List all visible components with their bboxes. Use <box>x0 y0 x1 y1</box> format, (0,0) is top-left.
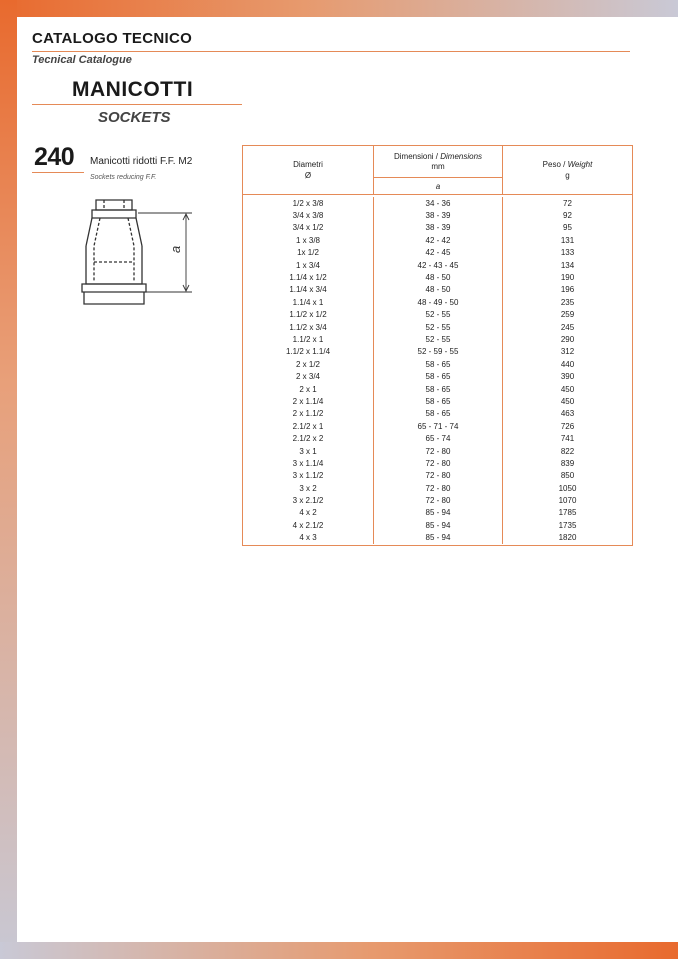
cell-weight: 133 <box>502 247 632 259</box>
cell-diameter: 3/4 x 3/8 <box>243 209 374 221</box>
cell-weight: 290 <box>502 333 632 345</box>
cell-diameter: 3 x 2 <box>243 482 374 494</box>
cell-weight: 196 <box>502 284 632 296</box>
cell-diameter: 2.1/2 x 2 <box>243 432 374 444</box>
cell-diameter: 1 x 3/8 <box>243 234 374 246</box>
cell-diameter: 3 x 1.1/4 <box>243 457 374 469</box>
table-row <box>243 420 632 432</box>
cell-dimension: 65 - 71 - 74 <box>417 421 459 431</box>
header-dimensions-label-en: Dimensions <box>440 151 483 161</box>
product-name-en: Sockets reducing F.F. <box>90 174 157 181</box>
section-divider <box>32 104 242 105</box>
section-title: MANICOTTI <box>72 78 194 101</box>
table-row <box>243 370 632 382</box>
header-weight-label: Peso <box>542 160 561 169</box>
dimension-label: a <box>168 245 183 253</box>
cell-diameter: 1.1/4 x 1/2 <box>243 271 374 283</box>
cell-weight: 839 <box>502 457 632 469</box>
table-row <box>243 432 632 444</box>
header-weight-label-en: Weight <box>567 160 593 169</box>
cell-diameter: 1.1/2 x 1 <box>243 333 374 345</box>
cell-diameter: 3 x 1.1/2 <box>243 470 374 482</box>
cell-dimension: 52 - 59 - 55 <box>417 347 459 357</box>
cell-dimension: 85 - 94 <box>425 508 451 518</box>
table-row <box>243 532 632 544</box>
table-row <box>243 470 632 482</box>
cell-dimension: 52 - 55 <box>425 322 451 332</box>
cell-diameter: 3 x 1 <box>243 445 374 457</box>
dimensions-table <box>242 145 633 546</box>
cell-dimension: 85 - 94 <box>425 520 451 530</box>
cell-dimension: 58 - 65 <box>425 372 451 382</box>
cell-dimension: 38 - 39 <box>425 211 451 221</box>
page-frame-top <box>0 0 678 17</box>
cell-diameter: 4 x 3 <box>243 532 374 544</box>
cell-diameter: 2.1/2 x 1 <box>243 420 374 432</box>
cell-weight: 95 <box>502 222 632 234</box>
cell-diameter: 1/2 x 3/8 <box>243 197 374 209</box>
header-diameter-symbol: Ø <box>304 171 312 180</box>
table-row <box>243 346 632 358</box>
header-dimensions: Dimensioni / Dimensions mm a <box>374 146 502 194</box>
cell-weight: 1735 <box>502 519 632 531</box>
table-row <box>243 383 632 395</box>
cell-dimension: 72 - 80 <box>425 496 451 506</box>
header-dimensions-sub: a <box>435 181 441 191</box>
cell-dimension: 58 - 65 <box>425 359 451 369</box>
cell-dimension: 72 - 80 <box>425 458 451 468</box>
header-divider <box>32 51 630 52</box>
table-body <box>243 195 632 545</box>
cell-weight: 850 <box>502 470 632 482</box>
cell-diameter: 4 x 2.1/2 <box>243 519 374 531</box>
page-frame-bottom <box>0 942 678 959</box>
cell-weight: 463 <box>502 408 632 420</box>
table-row <box>243 408 632 420</box>
socket-drawing <box>74 196 204 316</box>
cell-dimension: 48 - 50 <box>425 285 451 295</box>
header-dimensions-unit: mm <box>431 161 445 171</box>
cell-diameter: 1 x 3/4 <box>243 259 374 271</box>
cell-diameter: 2 x 3/4 <box>243 370 374 382</box>
cell-weight: 726 <box>502 420 632 432</box>
cell-weight: 72 <box>502 197 632 209</box>
cell-diameter: 4 x 2 <box>243 507 374 519</box>
cell-weight: 440 <box>502 358 632 370</box>
table-row <box>243 197 632 209</box>
cell-diameter: 2 x 1.1/4 <box>243 395 374 407</box>
cell-weight: 1070 <box>502 494 632 506</box>
table-row <box>243 259 632 271</box>
table-row <box>243 321 632 333</box>
cell-diameter: 3 x 2.1/2 <box>243 494 374 506</box>
cell-dimension: 65 - 74 <box>425 434 451 444</box>
table-row <box>243 209 632 221</box>
header-diameter <box>243 146 374 194</box>
table-row <box>243 395 632 407</box>
table-row <box>243 457 632 469</box>
cell-diameter: 2 x 1/2 <box>243 358 374 370</box>
cell-diameter: 1.1/2 x 1/2 <box>243 309 374 321</box>
table-row <box>243 234 632 246</box>
cell-weight: 450 <box>502 395 632 407</box>
cell-weight: 92 <box>502 209 632 221</box>
page-frame-left <box>0 0 17 959</box>
cell-weight: 390 <box>502 370 632 382</box>
cell-weight: 1820 <box>502 532 632 544</box>
cell-dimension: 42 - 42 <box>425 235 451 245</box>
cell-weight: 1050 <box>502 482 632 494</box>
cell-weight: 450 <box>502 383 632 395</box>
cell-diameter: 1.1/2 x 3/4 <box>243 321 374 333</box>
section-subtitle: SOCKETS <box>98 109 171 126</box>
cell-diameter: 3/4 x 1/2 <box>243 222 374 234</box>
catalog-title: CATALOGO TECNICO <box>32 30 193 47</box>
cell-diameter: 1.1/4 x 3/4 <box>243 284 374 296</box>
cell-weight: 245 <box>502 321 632 333</box>
table-row <box>243 284 632 296</box>
table-row <box>243 494 632 506</box>
cell-diameter: 2 x 1.1/2 <box>243 408 374 420</box>
table-row <box>243 358 632 370</box>
table-row <box>243 445 632 457</box>
cell-dimension: 42 - 45 <box>425 248 451 258</box>
header-weight-unit: g <box>565 171 570 180</box>
cell-dimension: 58 - 65 <box>425 396 451 406</box>
cell-weight: 259 <box>502 309 632 321</box>
cell-dimension: 85 - 94 <box>425 533 451 543</box>
cell-dimension: 34 - 36 <box>425 198 451 208</box>
cell-weight: 134 <box>502 259 632 271</box>
header-dimensions-label: Dimensioni <box>393 151 434 161</box>
cell-dimension: 52 - 55 <box>425 310 451 320</box>
cell-dimension: 58 - 65 <box>425 409 451 419</box>
product-code: 240 <box>34 143 75 171</box>
header-diameter-label: Diametri <box>293 160 323 169</box>
cell-weight: 822 <box>502 445 632 457</box>
product-code-underline <box>32 172 84 173</box>
cell-dimension: 72 - 80 <box>425 483 451 493</box>
table-row <box>243 482 632 494</box>
cell-weight: 235 <box>502 296 632 308</box>
cell-dimension: 48 - 49 - 50 <box>417 297 459 307</box>
cell-dimension: 72 - 80 <box>425 446 451 456</box>
cell-diameter: 1.1/2 x 1.1/4 <box>243 346 374 358</box>
table-header <box>243 146 632 195</box>
catalog-subtitle: Tecnical Catalogue <box>32 54 132 66</box>
header-weight: Peso / Weight g <box>502 146 632 194</box>
cell-diameter: 2 x 1 <box>243 383 374 395</box>
table-row <box>243 507 632 519</box>
cell-diameter: 1x 1/2 <box>243 247 374 259</box>
cell-dimension: 58 - 65 <box>425 384 451 394</box>
table-row <box>243 247 632 259</box>
cell-dimension: 48 - 50 <box>425 273 451 283</box>
cell-diameter: 1.1/4 x 1 <box>243 296 374 308</box>
cell-dimension: 42 - 43 - 45 <box>417 260 459 270</box>
table-row <box>243 296 632 308</box>
table-row <box>243 519 632 531</box>
cell-weight: 312 <box>502 346 632 358</box>
cell-dimension: 38 - 39 <box>425 223 451 233</box>
cell-dimension: 72 - 80 <box>425 471 451 481</box>
product-name: Manicotti ridotti F.F. M2 <box>90 156 193 167</box>
table-row <box>243 309 632 321</box>
cell-weight: 131 <box>502 234 632 246</box>
cell-weight: 741 <box>502 432 632 444</box>
cell-weight: 1785 <box>502 507 632 519</box>
table-row <box>243 222 632 234</box>
table-row <box>243 271 632 283</box>
cell-dimension: 52 - 55 <box>425 334 451 344</box>
table-row <box>243 333 632 345</box>
cell-weight: 190 <box>502 271 632 283</box>
